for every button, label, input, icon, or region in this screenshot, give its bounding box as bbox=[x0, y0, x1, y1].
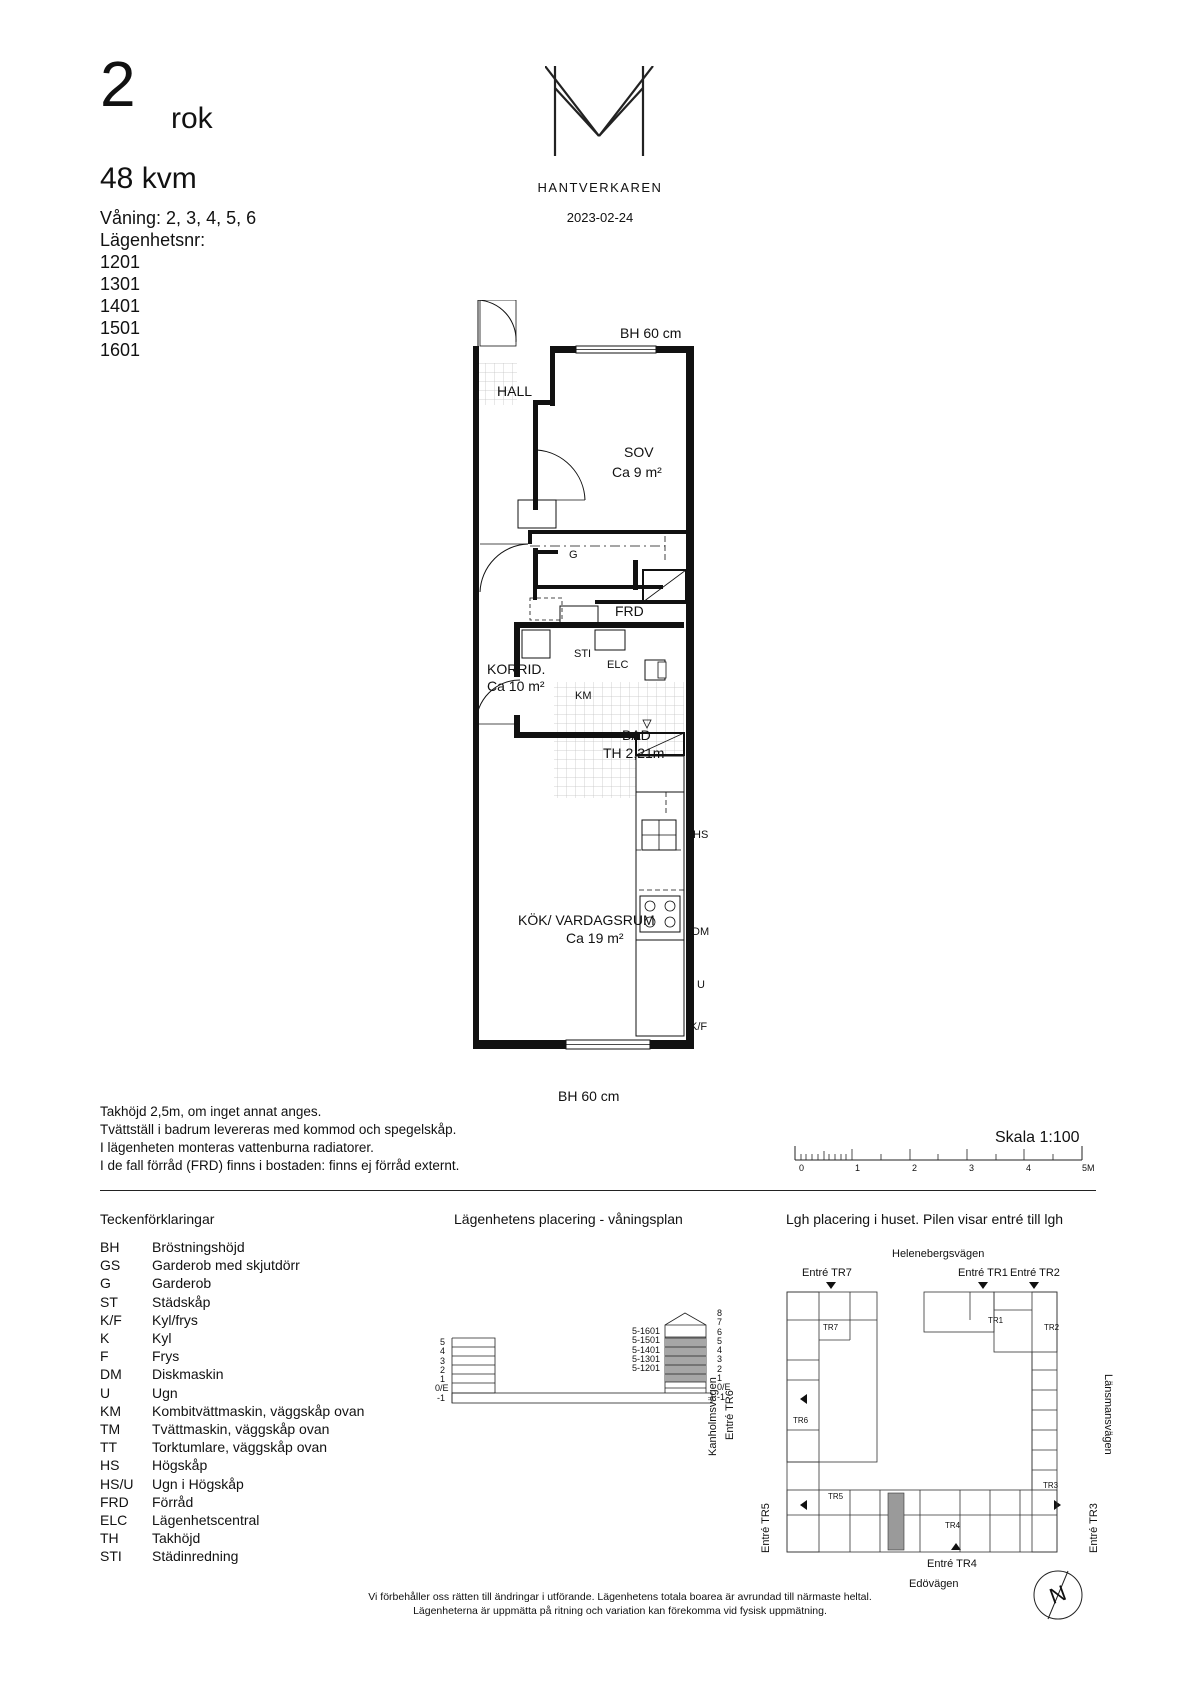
legend-desc: Högskåp bbox=[152, 1457, 208, 1474]
apartment-section-labels bbox=[630, 1327, 660, 1373]
stair-label: TR6 bbox=[793, 1416, 809, 1425]
legend-abbr: TT bbox=[100, 1439, 118, 1456]
floor-label: 4 bbox=[439, 1346, 445, 1357]
rooms-count: 2 bbox=[100, 48, 136, 120]
apartment-area: 48 kvm bbox=[100, 162, 197, 195]
legend-abbr: KM bbox=[100, 1402, 121, 1419]
legend-desc: Tvättmaskin, väggskåp ovan bbox=[152, 1421, 330, 1438]
legend-desc: Bröstningshöjd bbox=[152, 1239, 245, 1255]
floor-label: 5 bbox=[717, 1335, 723, 1346]
entrance-tr1-label: Entré TR1 bbox=[958, 1267, 1008, 1279]
legend-abbr: ELC bbox=[100, 1512, 128, 1529]
floor-label: 3 bbox=[439, 1355, 445, 1366]
entrance-tr7-label: Entré TR7 bbox=[802, 1267, 852, 1279]
legend-row bbox=[100, 1493, 364, 1511]
legend-row bbox=[100, 1456, 364, 1474]
floor-label: 2 bbox=[717, 1363, 723, 1374]
legend-row bbox=[100, 1402, 364, 1420]
room-label-hs: HS bbox=[693, 829, 709, 841]
legend-abbr: TM bbox=[100, 1421, 121, 1438]
room-label-bad: BAD bbox=[622, 727, 651, 743]
right-floor-labels bbox=[717, 1309, 731, 1402]
room-label-sti: STI bbox=[574, 648, 592, 660]
floor-label: 7 bbox=[717, 1317, 723, 1328]
legend-desc: Ugn bbox=[152, 1384, 178, 1401]
room-area-sov: Ca 9 m² bbox=[612, 464, 662, 480]
legend-row bbox=[100, 1293, 364, 1311]
apartment-number: 1601 bbox=[100, 340, 141, 360]
site-section-title: Lgh placering i huset. Pilen visar entré till lgh bbox=[786, 1211, 1064, 1227]
legend-desc: Kyl bbox=[152, 1330, 172, 1347]
legend-abbr: DM bbox=[100, 1366, 122, 1383]
apartment-number: 1401 bbox=[100, 296, 141, 316]
apartment-numbers-label: Lägenhetsnr: bbox=[100, 230, 206, 250]
room-area-kok-vardagsrum: Ca 19 m² bbox=[566, 930, 624, 946]
svg-text:N: N bbox=[1046, 1580, 1070, 1609]
stair-label: TR1 bbox=[988, 1316, 1004, 1325]
entrance-tr6-label: Entré TR6 bbox=[724, 1390, 736, 1440]
notes bbox=[100, 1103, 459, 1175]
rooms-unit: rok bbox=[171, 102, 213, 135]
stair-label: TR5 bbox=[828, 1492, 844, 1501]
room-label-u: U bbox=[697, 979, 705, 991]
room-label-hall: HALL bbox=[497, 383, 533, 399]
floor-label: 4 bbox=[717, 1345, 723, 1356]
room-label-km: KM bbox=[575, 690, 592, 702]
legend-list bbox=[100, 1238, 364, 1566]
legend-desc: Diskmaskin bbox=[152, 1366, 224, 1383]
floor-label: 1 bbox=[439, 1374, 445, 1385]
entrance-tr3-label: Entré TR3 bbox=[1088, 1503, 1100, 1553]
legend-abbr: F bbox=[100, 1348, 109, 1365]
apartment-section-label: 5-1501 bbox=[631, 1335, 660, 1346]
legend-desc: Lägenhetscentral bbox=[152, 1512, 260, 1529]
entrance-tr5-label: Entré TR5 bbox=[760, 1503, 772, 1553]
legend-row bbox=[100, 1547, 364, 1565]
footer-disclaimer bbox=[300, 1590, 940, 1618]
legend-row bbox=[100, 1420, 364, 1438]
room-label-frd: FRD bbox=[615, 603, 644, 619]
legend-abbr: GS bbox=[100, 1257, 121, 1274]
legend-desc: Takhöjd bbox=[152, 1530, 201, 1547]
legend-row bbox=[100, 1475, 364, 1493]
room-area-korridor: Ca 10 m² bbox=[487, 678, 545, 694]
floor-label: -1 bbox=[717, 1391, 726, 1402]
floor-label: 3 bbox=[717, 1354, 723, 1365]
legend-abbr: FRD bbox=[100, 1493, 129, 1510]
entrance-tr2-label: Entré TR2 bbox=[1010, 1267, 1060, 1279]
street-north: Helenebergsvägen bbox=[892, 1248, 985, 1260]
hantverkaren-logo-icon bbox=[545, 66, 655, 162]
floor-label: 2 bbox=[439, 1364, 445, 1375]
document-date: 2023-02-24 bbox=[566, 210, 634, 225]
legend-row bbox=[100, 1238, 364, 1256]
legend-title: Teckenförklaringar bbox=[100, 1211, 215, 1227]
apartment-section-label: 5-1601 bbox=[631, 1326, 660, 1336]
legend-desc: Kyl/frys bbox=[152, 1311, 198, 1328]
note-line: Takhöjd 2,5m, om inget annat anges. bbox=[100, 1104, 322, 1119]
floor-label: 1 bbox=[717, 1373, 723, 1384]
legend-row bbox=[100, 1438, 364, 1456]
apartment-number: 1301 bbox=[100, 274, 141, 294]
floor-label: 5 bbox=[439, 1337, 445, 1347]
stair-label: TR3 bbox=[1043, 1481, 1059, 1490]
stair-label: TR4 bbox=[945, 1521, 961, 1530]
room-label-sov: SOV bbox=[624, 444, 654, 460]
floor-label: -1 bbox=[436, 1392, 445, 1403]
legend-desc: Frys bbox=[152, 1348, 180, 1365]
note-line: I lägenheten monteras vattenburna radiatorer. bbox=[100, 1140, 374, 1155]
site-plan-drawing bbox=[730, 1280, 1090, 1580]
footer-line: Vi förbehåller oss rätten till ändringar i utförande. Lägenhetens totala boarea är avrundad till närmaste heltal. bbox=[368, 1591, 872, 1603]
note-line: I de fall förråd (FRD) finns i bostaden: finns ej förråd externt. bbox=[100, 1158, 460, 1173]
scale-bar-icon bbox=[794, 1146, 1084, 1162]
legend-desc: Torktumlare, väggskåp ovan bbox=[152, 1439, 328, 1456]
north-arrow-icon bbox=[1030, 1567, 1086, 1623]
scale-title: Skala 1:100 bbox=[995, 1129, 1080, 1146]
window-top-label: BH 60 cm bbox=[620, 325, 682, 341]
scale-tick: 4 bbox=[1026, 1163, 1032, 1173]
legend-abbr: U bbox=[100, 1384, 111, 1401]
entrance-tr4-label: Entré TR4 bbox=[927, 1558, 977, 1570]
street-south: Edövägen bbox=[909, 1578, 959, 1590]
scale-tick: 1 bbox=[855, 1163, 861, 1173]
section-divider bbox=[100, 1190, 1096, 1191]
apartment-section-label: 5-1201 bbox=[631, 1363, 660, 1374]
legend-abbr: HS/U bbox=[100, 1475, 134, 1492]
legend-row bbox=[100, 1311, 364, 1329]
floor-label: 6 bbox=[717, 1326, 723, 1337]
window-bottom-label: BH 60 cm bbox=[558, 1088, 620, 1104]
apartment-number: 1201 bbox=[100, 252, 141, 272]
legend-row bbox=[100, 1256, 364, 1274]
legend-abbr: TH bbox=[100, 1530, 119, 1547]
legend-row bbox=[100, 1329, 364, 1347]
floors-label: Våning: 2, 3, 4, 5, 6 bbox=[100, 208, 257, 228]
apartment-section-label: 5-1401 bbox=[631, 1344, 660, 1355]
legend-abbr: BH bbox=[100, 1239, 120, 1255]
floor-label: 8 bbox=[717, 1308, 723, 1318]
legend-row bbox=[100, 1347, 364, 1365]
room-label-korridor: KORRID. bbox=[487, 661, 546, 677]
stair-label: TR7 bbox=[823, 1323, 839, 1332]
apartment-section-label: 5-1301 bbox=[631, 1353, 660, 1364]
left-floor-labels bbox=[435, 1337, 449, 1403]
legend-abbr: ST bbox=[100, 1293, 118, 1310]
legend-desc: Kombitvättmaskin, väggskåp ovan bbox=[152, 1402, 365, 1419]
legend-row bbox=[100, 1511, 364, 1529]
room-ceiling-height-bad: TH 2,21m bbox=[603, 745, 665, 761]
room-label-elc: ELC bbox=[607, 659, 629, 671]
room-label-kf: K/F bbox=[690, 1021, 708, 1033]
apartment-number: 1501 bbox=[100, 318, 141, 338]
legend-desc: Ugn i Högskåp bbox=[152, 1475, 244, 1492]
scale-tick: 2 bbox=[912, 1163, 918, 1173]
legend-desc: Förråd bbox=[152, 1493, 194, 1510]
note-line: Tvättställ i badrum levereras med kommod och spegelskåp. bbox=[100, 1122, 457, 1137]
legend-row bbox=[100, 1384, 364, 1402]
legend-abbr: K bbox=[100, 1330, 110, 1347]
scale-tick: 0 bbox=[799, 1163, 805, 1173]
legend-abbr: K/F bbox=[100, 1311, 122, 1328]
logo-name: HANTVERKAREN bbox=[537, 180, 663, 195]
room-label-g: G bbox=[569, 549, 578, 561]
room-label-kok-vardagsrum: KÖK/ VARDAGSRUM bbox=[518, 912, 655, 928]
legend-desc: Garderob bbox=[152, 1275, 212, 1292]
scale-tick: 3 bbox=[969, 1163, 975, 1173]
stair-label: TR2 bbox=[1044, 1323, 1060, 1332]
placement-section-title: Lägenhetens placering - våningsplan bbox=[454, 1211, 683, 1227]
legend-abbr: G bbox=[100, 1275, 111, 1292]
footer-line: Lägenheterna är uppmätta på ritning och variation kan förekomma vid fysisk uppmätning. bbox=[413, 1605, 827, 1617]
street-west: Kanholmsvägen bbox=[707, 1377, 719, 1456]
apartment-info bbox=[100, 207, 256, 361]
legend-row bbox=[100, 1365, 364, 1383]
legend-desc: Garderob med skjutdörr bbox=[152, 1257, 300, 1274]
legend-desc: Städskåp bbox=[152, 1293, 211, 1310]
legend-row bbox=[100, 1274, 364, 1292]
legend-abbr: HS bbox=[100, 1457, 120, 1474]
legend-abbr: STI bbox=[100, 1548, 122, 1565]
scale-tick: 5M bbox=[1082, 1163, 1095, 1173]
room-label-dm: DM bbox=[692, 926, 710, 938]
building-section-drawing bbox=[445, 1305, 715, 1415]
floor-label: 0/E bbox=[717, 1382, 731, 1393]
floor-label: 0/E bbox=[435, 1383, 449, 1394]
legend-row bbox=[100, 1529, 364, 1547]
street-east: Länsmansvägen bbox=[1102, 1374, 1114, 1455]
legend-desc: Städinredning bbox=[152, 1548, 239, 1565]
